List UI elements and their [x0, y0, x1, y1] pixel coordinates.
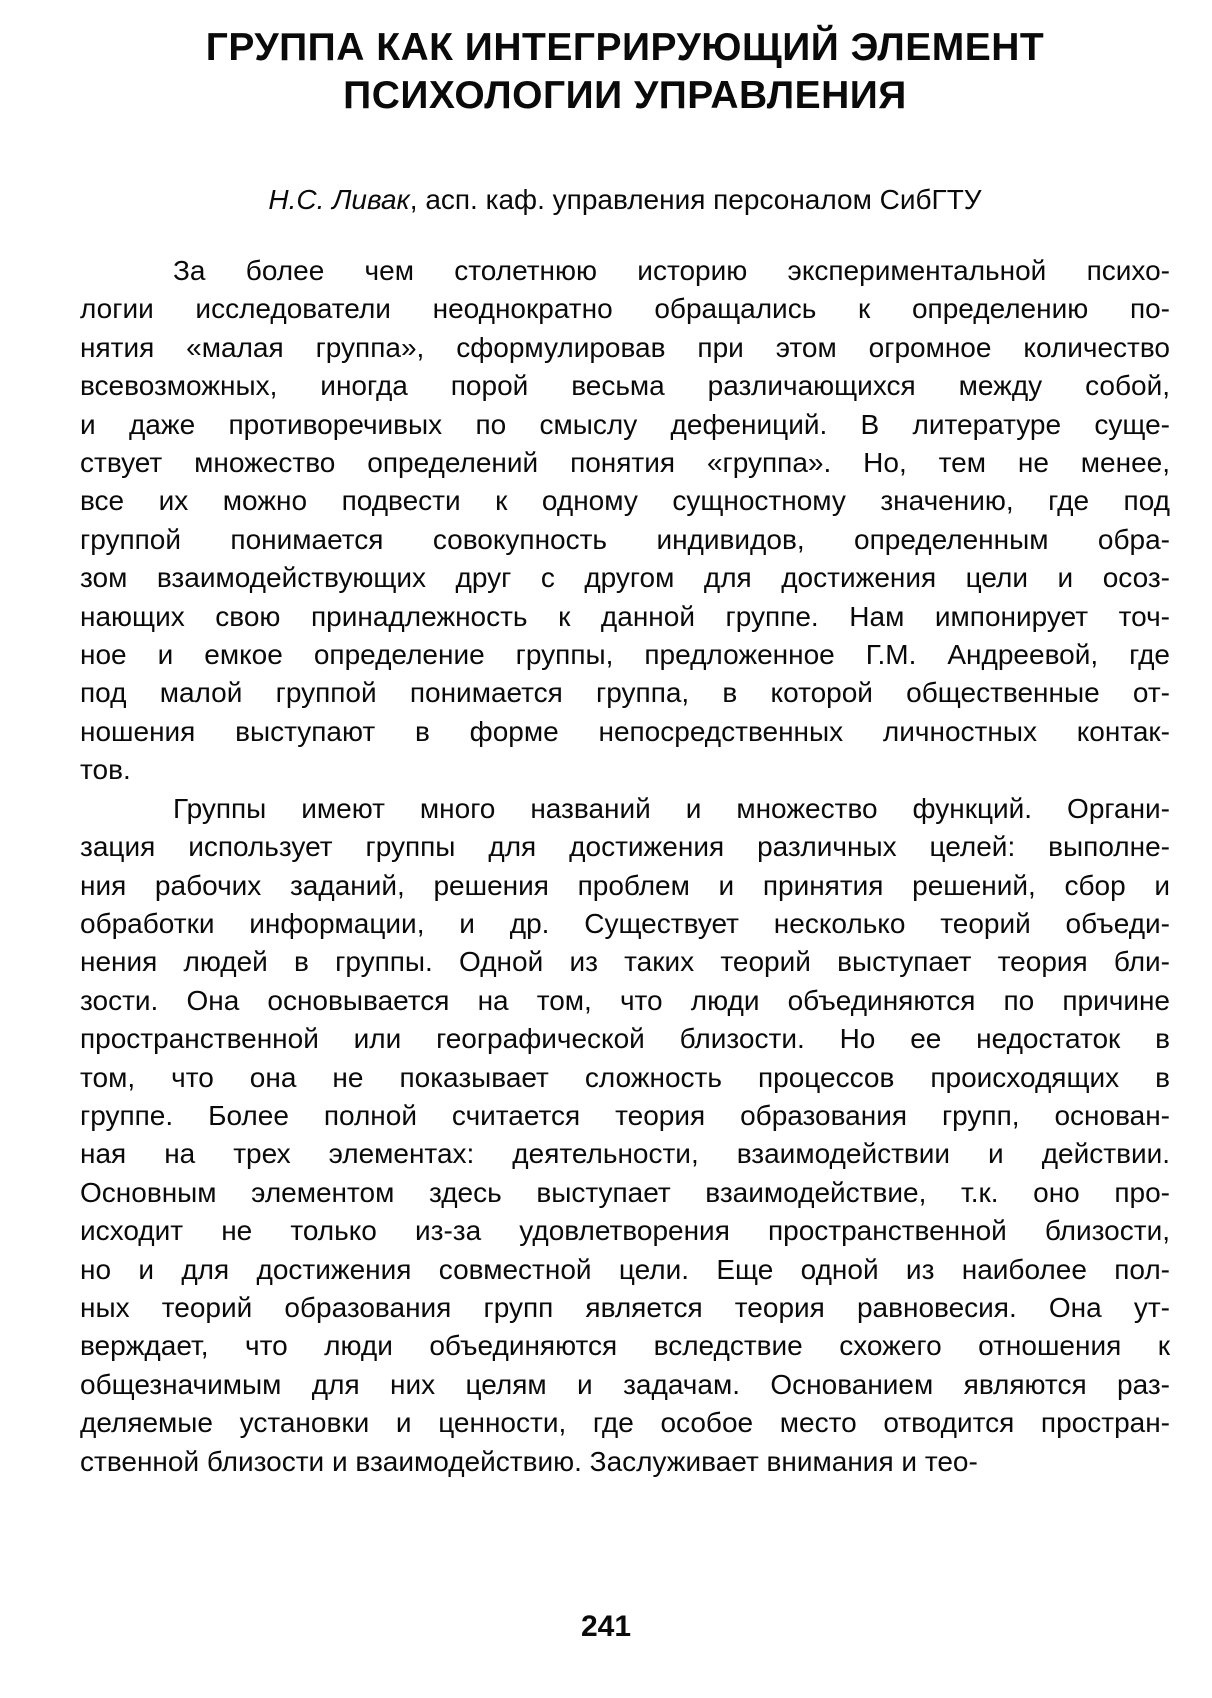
- text-line: зости. Она основывается на том, что люди объединяются по причине: [80, 984, 1170, 1016]
- text-line: том, что она не показывает сложность процессов происходящих в: [80, 1061, 1170, 1093]
- paragraph-2: [80, 790, 1170, 1481]
- text-line: ния рабочих заданий, решения проблем и принятия решений, сбор и: [80, 869, 1170, 901]
- text-line: ное и емкое определение группы, предложенное Г.М. Андреевой, где: [80, 639, 1170, 671]
- text-line: верждает, что люди объединяются вследствие схожего отношения к: [80, 1330, 1170, 1362]
- document-page: [80, 24, 1170, 1674]
- text-line: всевозможных, иногда порой весьма различающихся между собой,: [80, 370, 1170, 402]
- author-line: [80, 182, 1170, 218]
- text-line: группе. Более полной считается теория образования групп, основан-: [80, 1099, 1170, 1131]
- text-line: ная на трех элементах: деятельности, взаимодействии и действии.: [80, 1138, 1170, 1170]
- text-line: группой понимается совокупность индивидов, определенным обра-: [80, 523, 1170, 555]
- text-line: Группы имеют много названий и множество функций. Органи-: [173, 792, 1170, 824]
- text-line: нающих свою принадлежность к данной группе. Нам импонирует точ-: [80, 600, 1170, 632]
- text-line: под малой группой понимается группа, в которой общественные от-: [80, 677, 1170, 709]
- text-line: логии исследователи неоднократно обращались к определению по-: [80, 293, 1170, 325]
- paragraph-1: [80, 252, 1170, 790]
- text-line: зация использует группы для достижения различных целей: выполне-: [80, 831, 1170, 863]
- text-line: ношения выступают в форме непосредственных личностных контак-: [80, 715, 1170, 747]
- text-line: все их можно подвести к одному сущностному значению, где под: [80, 485, 1170, 517]
- text-line: и даже противоречивых по смыслу дефениций. В литературе суще-: [80, 408, 1170, 440]
- text-line: деляемые установки и ценности, где особое место отводится простран-: [80, 1407, 1170, 1439]
- text-line: исходит не только из-за удовлетворения пространственной близости,: [80, 1215, 1170, 1247]
- text-line: обработки информации, и др. Существует несколько теорий объеди-: [80, 907, 1170, 939]
- text-line: пространственной или географической близости. Но ее недостаток в: [80, 1023, 1170, 1055]
- text-line: ственной близости и взаимодействию. Заслуживает внимания и тео-: [80, 1445, 978, 1477]
- page-number: 241: [580, 1610, 632, 1643]
- text-line: общезначимым для них целям и задачам. Основанием являются раз-: [80, 1368, 1170, 1400]
- text-line: За более чем столетнюю историю экспериментальной психо-: [173, 255, 1170, 286]
- text-line: но и для достижения совместной цели. Еще одной из наиболее пол-: [80, 1253, 1170, 1285]
- article-title: [80, 24, 1170, 120]
- author-affiliation: , асп. каф. управления персоналом СибГТУ: [409, 184, 982, 215]
- text-line: нения людей в группы. Одной из таких теорий выступает теория бли-: [80, 946, 1170, 978]
- article-title-line-1: ГРУППА КАК ИНТЕГРИРУЮЩИЙ ЭЛЕМЕНТ: [205, 26, 1045, 69]
- author-name: Н.С. Ливак: [268, 184, 410, 215]
- text-line: ных теорий образования групп является теория равновесия. Она ут-: [80, 1291, 1170, 1323]
- text-line: тов.: [80, 754, 131, 786]
- text-line: ствует множество определений понятия «группа». Но, тем не менее,: [80, 447, 1170, 479]
- text-line: нятия «малая группа», сформулировав при этом огромное количество: [80, 331, 1170, 363]
- text-line: зом взаимодействующих друг с другом для достижения цели и осоз-: [80, 562, 1170, 594]
- text-line: Основным элементом здесь выступает взаимодействие, т.к. оно про-: [80, 1176, 1170, 1208]
- article-title-line-2: ПСИХОЛОГИИ УПРАВЛЕНИЯ: [343, 74, 907, 117]
